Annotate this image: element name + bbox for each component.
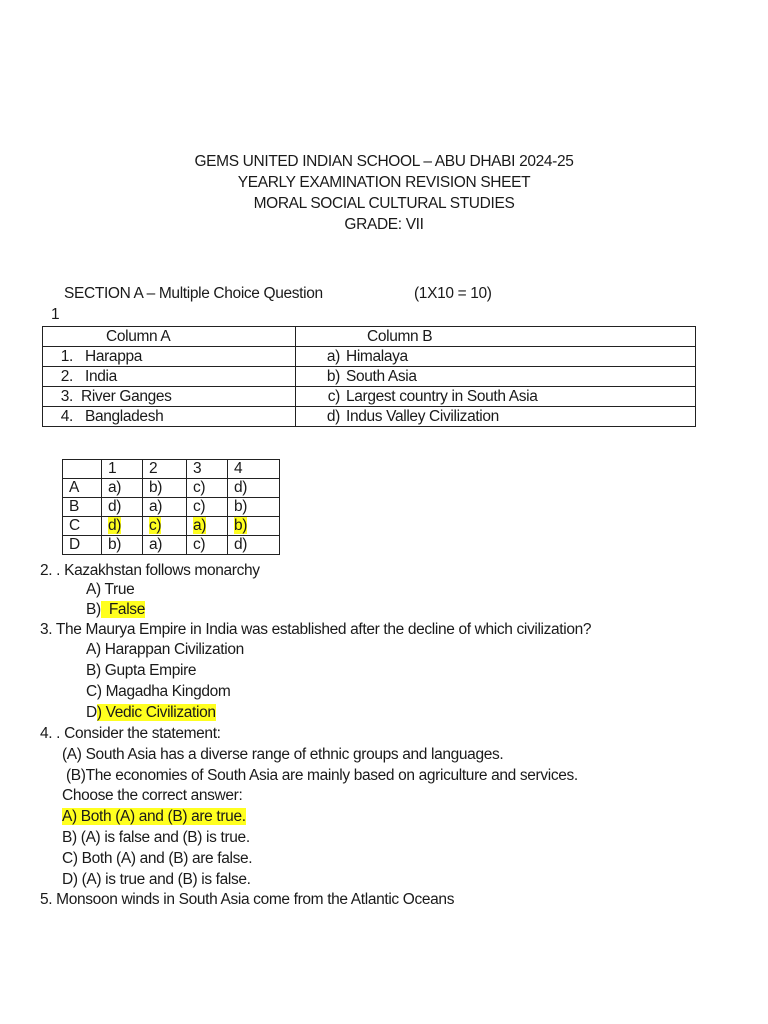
match-table-row [43,387,696,407]
grid-cell: b) [149,479,163,496]
grid-cell: d) [234,536,248,553]
grid-header-cell: 1 [102,460,143,479]
highlighted-answer: A) Both (A) and (B) are true. [62,808,246,825]
column-b-item: South Asia [346,368,417,385]
column-b-letter: d) [326,408,340,425]
column-a-item: Harappa [85,348,143,365]
grid-cell: b) [234,498,248,515]
subject-title: MORAL SOCIAL CULTURAL STUDIES [253,195,515,212]
question-3-option: A) Harappan Civilization [86,641,244,658]
grid-header-cell: 2 [143,460,187,479]
grid-cell: c) [193,498,206,515]
question-2-answer [86,600,145,620]
match-table-header [43,327,696,347]
grid-row-label: B [63,498,102,517]
column-b-item: Himalaya [346,348,408,365]
highlighted-answer: False [101,601,145,618]
grid-cell: c) [193,536,206,553]
column-a-number: 4. [60,408,73,425]
column-b-letter: a) [326,348,340,365]
column-b-letter: c) [327,388,340,405]
grid-cell: c) [193,479,206,496]
column-b-item: Indus Valley Civilization [346,408,499,425]
column-b-letter: b) [326,368,340,385]
grid-row-label: C [63,517,102,536]
statement-a: (A) South Asia has a diverse range of ethnic groups and languages. [62,746,504,763]
grid-cell-highlighted: c) [149,517,162,534]
question-5-text: 5. Monsoon winds in South Asia come from the Atlantic Oceans [40,891,455,908]
question-2-text: 2. . Kazakhstan follows monarchy [40,562,260,579]
answer-grid [62,459,280,555]
grid-row-label: A [63,479,102,498]
grid-cell: a) [149,498,163,515]
column-a-item: Bangladesh [85,408,164,425]
grid-header-cell: 3 [187,460,228,479]
question-4-answer [62,807,246,827]
answer-grid-row [63,536,280,555]
section-marks: (1X10 = 10) [414,285,492,302]
question-2-option: A) True [86,581,135,598]
match-table-row [43,347,696,367]
match-table-row [43,407,696,427]
question-4-text: 4. . Consider the statement: [40,725,221,742]
answer-grid-row-correct [63,517,280,536]
question-4-option: C) Both (A) and (B) are false. [62,850,253,867]
highlighted-answer: ) Vedic Civilization [96,704,216,721]
grid-cell: b) [108,536,122,553]
grade-title: GRADE: VII [344,216,424,233]
column-a-number: 2. [60,368,73,385]
answer-grid-row [63,479,280,498]
question-1-number: 1 [51,306,60,323]
grid-row-label: D [63,536,102,555]
column-a-number: 1. [60,348,73,365]
section-title: SECTION A – Multiple Choice Question [64,285,323,302]
grid-cell: d) [108,498,122,515]
column-b-item: Largest country in South Asia [346,388,538,405]
grid-header-cell: 4 [228,460,280,479]
match-table-row [43,367,696,387]
question-3-answer [86,703,216,723]
school-title: GEMS UNITED INDIAN SCHOOL – ABU DHABI 2024-25 [194,153,574,170]
answer-grid-row [63,498,280,517]
exam-title: YEARLY EXAMINATION REVISION SHEET [237,174,531,191]
question-4-prompt: Choose the correct answer: [62,787,243,804]
option-label: D [86,704,97,721]
question-4-option: B) (A) is false and (B) is true. [62,829,250,846]
question-3-option: C) Magadha Kingdom [86,683,231,700]
grid-cell: a) [108,479,122,496]
question-4-option: D) (A) is true and (B) is false. [62,871,251,888]
question-3-text: 3. The Maurya Empire in India was established after the decline of which civilization? [40,621,592,638]
column-a-item: River Ganges [81,388,172,405]
question-3-option: B) Gupta Empire [86,662,197,679]
grid-cell: d) [234,479,248,496]
column-a-item: India [85,368,117,385]
statement-b: (B)The economies of South Asia are mainly based on agriculture and services. [66,767,578,784]
grid-cell-highlighted: d) [108,517,122,534]
option-label: B) [86,601,101,618]
grid-cell-highlighted: a) [193,517,207,534]
grid-cell-highlighted: b) [234,517,248,534]
grid-cell: a) [149,536,163,553]
column-b-header: Column B [367,328,433,345]
answer-grid-header [63,460,280,479]
grid-header-cell [63,460,102,479]
column-a-header: Column A [106,328,171,345]
column-a-number: 3. [60,388,73,405]
match-table [42,326,696,427]
